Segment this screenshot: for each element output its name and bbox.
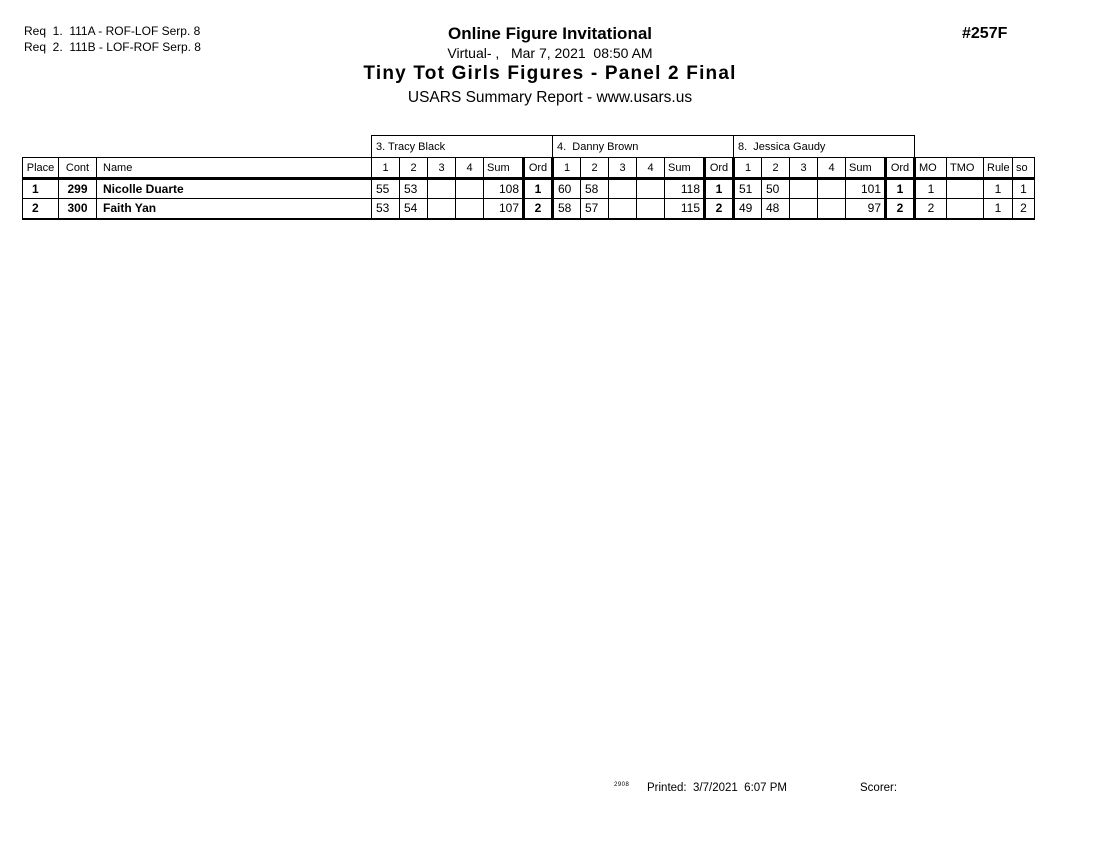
- col-header-judge3-3: 3: [790, 158, 818, 179]
- contestant-number-cell: 300: [59, 199, 97, 219]
- place-cell: 1: [23, 179, 59, 199]
- judge2-score3-cell: [609, 199, 637, 219]
- judge2-ordinal-cell: 1: [705, 179, 734, 199]
- judge3-score1-cell: 49: [734, 199, 762, 219]
- skater-name-cell: Nicolle Duarte: [97, 179, 372, 199]
- event-number: #257F: [962, 25, 1008, 42]
- judge2-score3-cell: [609, 179, 637, 199]
- judge1-score1-cell: 53: [372, 199, 400, 219]
- judge-name-2: 4. Danny Brown: [553, 136, 734, 158]
- col-header-judge2-2: 2: [581, 158, 609, 179]
- judge2-ordinal-cell: 2: [705, 199, 734, 219]
- judge1-score3-cell: [428, 179, 456, 199]
- col-header-judge2-4: 4: [637, 158, 665, 179]
- judge1-sum-cell: 107: [484, 199, 524, 219]
- col-header-judge2-3: 3: [609, 158, 637, 179]
- results-table: [22, 135, 1035, 220]
- col-header-name: Name: [97, 158, 372, 179]
- judge3-score1-cell: 51: [734, 179, 762, 199]
- judge1-score1-cell: 55: [372, 179, 400, 199]
- judge1-score2-cell: 53: [400, 179, 428, 199]
- col-header-judge1-ord: Ord: [524, 158, 553, 179]
- req-line-1: Req 1. 111A - ROF-LOF Serp. 8: [24, 24, 201, 38]
- event-title: Tiny Tot Girls Figures - Panel 2 Final: [363, 63, 737, 84]
- judge-name-1: 3. Tracy Black: [372, 136, 553, 158]
- rule-cell: 1: [984, 179, 1013, 199]
- col-header-judge3-2: 2: [762, 158, 790, 179]
- col-header-place: Place: [23, 158, 59, 179]
- table-row: [23, 199, 1035, 219]
- judge3-sum-cell: 101: [846, 179, 886, 199]
- judge1-score3-cell: [428, 199, 456, 219]
- so-cell: 2: [1013, 199, 1035, 219]
- report-type-line: USARS Summary Report - www.usars.us: [407, 89, 693, 106]
- judge3-score2-cell: 48: [762, 199, 790, 219]
- col-header-rule: Rule: [984, 158, 1013, 179]
- col-header-judge3-4: 4: [818, 158, 846, 179]
- judge2-sum-cell: 118: [665, 179, 705, 199]
- judge3-score3-cell: [790, 199, 818, 219]
- judge1-score4-cell: [456, 179, 484, 199]
- judge3-score3-cell: [790, 179, 818, 199]
- judge2-score2-cell: 57: [581, 199, 609, 219]
- col-header-tmo: TMO: [947, 158, 984, 179]
- judge3-ordinal-cell: 1: [886, 179, 915, 199]
- col-header-judge2-1: 1: [553, 158, 581, 179]
- judge2-score1-cell: 58: [553, 199, 581, 219]
- table-row: [23, 179, 1035, 199]
- venue-date-line: Virtual- , Mar 7, 2021 08:50 AM: [447, 45, 653, 61]
- contestant-number-cell: 299: [59, 179, 97, 199]
- mo-cell: 1: [915, 179, 947, 199]
- col-header-judge1-1: 1: [372, 158, 400, 179]
- judge2-score4-cell: [637, 179, 665, 199]
- scorer-label: Scorer:: [860, 782, 898, 794]
- skater-name-cell: Faith Yan: [97, 199, 372, 219]
- judge-row-spacer-right: [915, 136, 1035, 158]
- judge3-score2-cell: 50: [762, 179, 790, 199]
- col-header-judge1-3: 3: [428, 158, 456, 179]
- col-header-judge1-2: 2: [400, 158, 428, 179]
- col-header-cont: Cont: [59, 158, 97, 179]
- judge3-ordinal-cell: 2: [886, 199, 915, 219]
- col-header-judge2-sum: Sum: [665, 158, 705, 179]
- mo-cell: 2: [915, 199, 947, 219]
- judge-row-spacer-left: [23, 136, 372, 158]
- judge-name-3: 8. Jessica Gaudy: [734, 136, 915, 158]
- col-header-judge3-1: 1: [734, 158, 762, 179]
- req-line-2: Req 2. 111B - LOF-ROF Serp. 8: [24, 40, 201, 54]
- col-header-judge2-ord: Ord: [705, 158, 734, 179]
- competition-title: Online Figure Invitational: [447, 24, 653, 43]
- judge1-sum-cell: 108: [484, 179, 524, 199]
- judge1-score4-cell: [456, 199, 484, 219]
- judge1-ordinal-cell: 2: [524, 199, 553, 219]
- col-header-judge1-4: 4: [456, 158, 484, 179]
- judge1-ordinal-cell: 1: [524, 179, 553, 199]
- col-header-judge3-ord: Ord: [886, 158, 915, 179]
- col-header-so: so: [1013, 158, 1035, 179]
- judge2-score4-cell: [637, 199, 665, 219]
- col-header-judge1-sum: Sum: [484, 158, 524, 179]
- judge2-sum-cell: 115: [665, 199, 705, 219]
- so-cell: 1: [1013, 179, 1035, 199]
- tmo-cell: [947, 199, 984, 219]
- rule-cell: 1: [984, 199, 1013, 219]
- judge1-score2-cell: 54: [400, 199, 428, 219]
- judge2-score1-cell: 60: [553, 179, 581, 199]
- printed-timestamp: Printed: 3/7/2021 6:07 PM: [647, 782, 788, 794]
- judge3-score4-cell: [818, 199, 846, 219]
- judge3-score4-cell: [818, 179, 846, 199]
- col-header-mo: MO: [915, 158, 947, 179]
- place-cell: 2: [23, 199, 59, 219]
- version-mark: 2908: [614, 782, 630, 788]
- col-header-judge3-sum: Sum: [846, 158, 886, 179]
- judge3-sum-cell: 97: [846, 199, 886, 219]
- tmo-cell: [947, 179, 984, 199]
- judge2-score2-cell: 58: [581, 179, 609, 199]
